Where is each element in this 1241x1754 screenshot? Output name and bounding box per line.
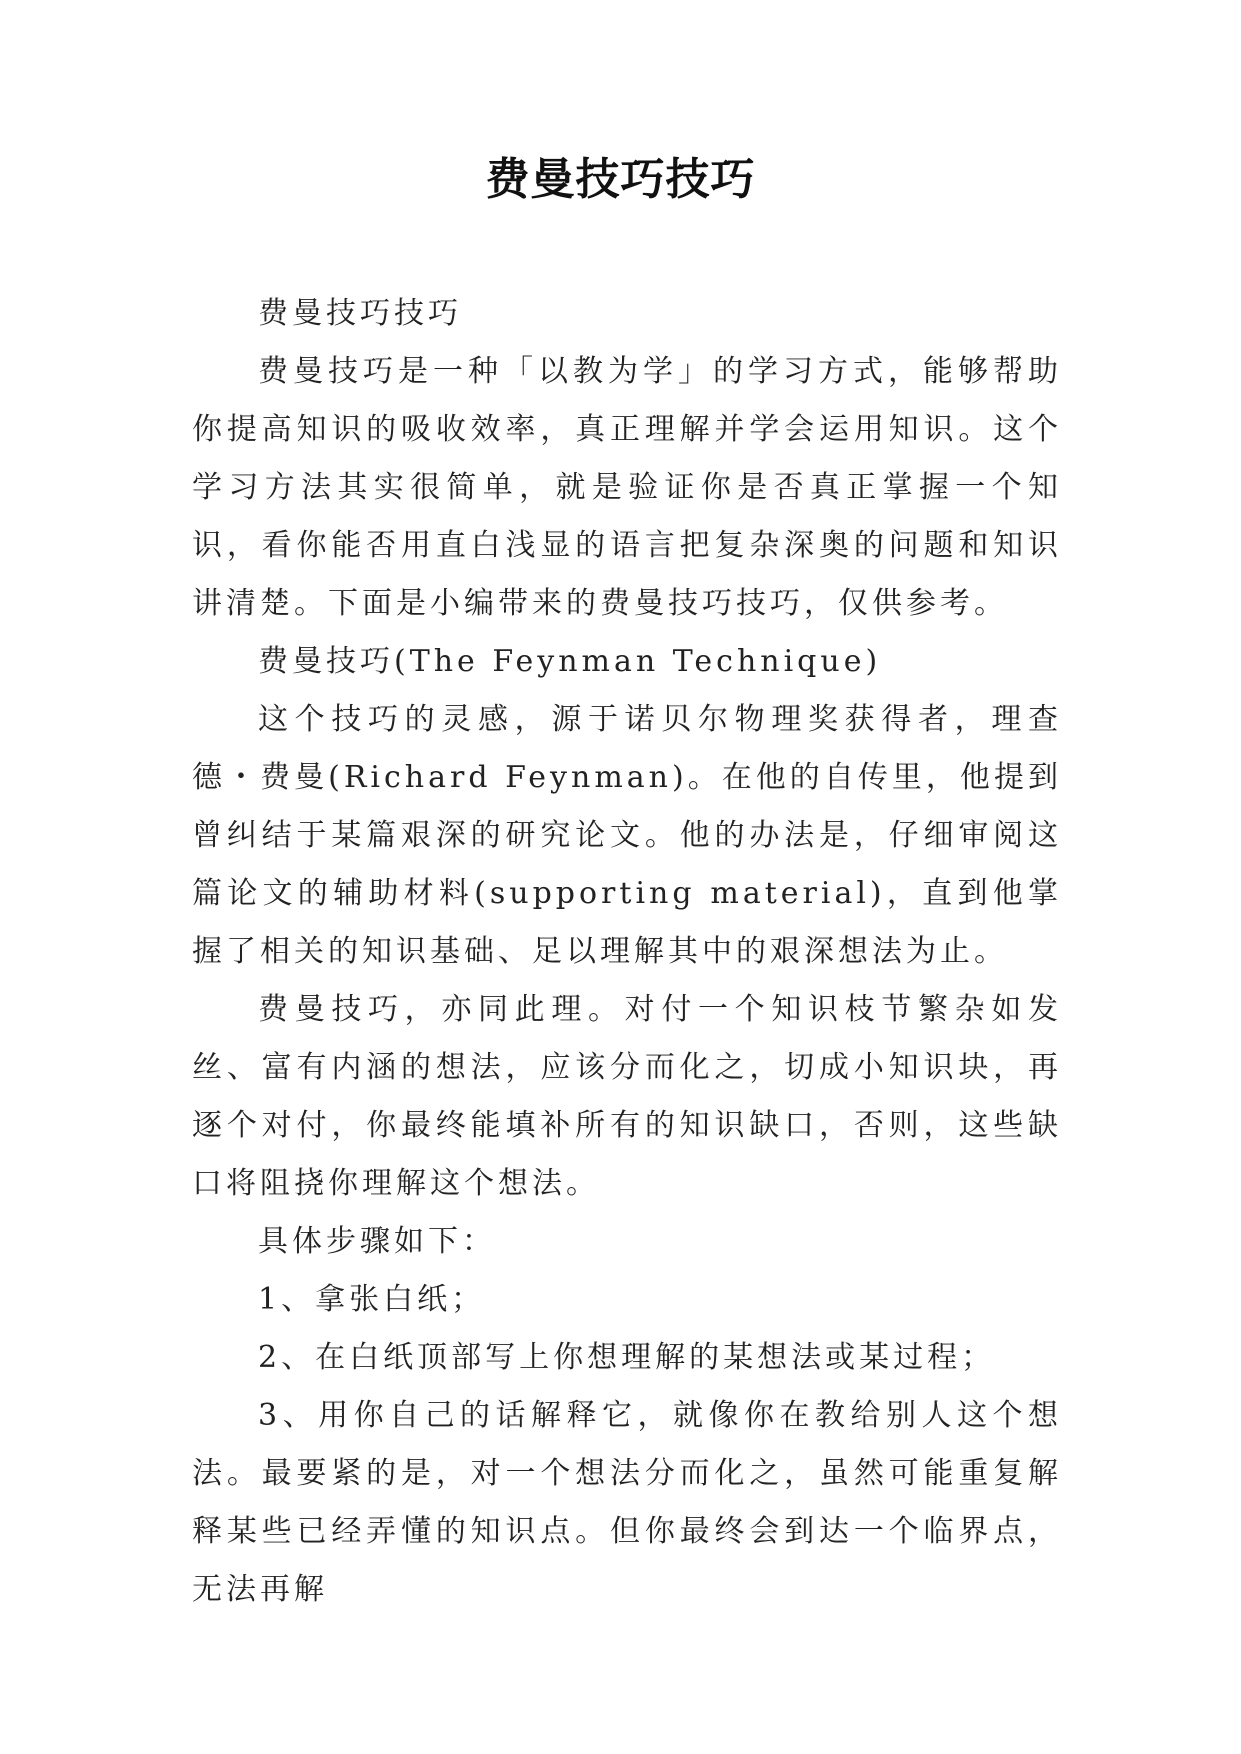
paragraph-steps-heading: 具体步骤如下： xyxy=(258,1224,496,1259)
paragraph-origin: 这个技巧的灵感，源于诺贝尔物理奖获得者，理查德・费曼(Richard Feynman)。在他的自传里，他提到曾纠结于某篇艰深的研究论文。他的办法是，仔细审阅这篇论文的辅助材料(supporting material)，直到他掌握了相关的知识基础、足以理解其中的艰深想法为止。 xyxy=(192,702,1062,969)
paragraph-technique-heading: 费曼技巧(The Feynman Technique) xyxy=(258,644,882,679)
paragraph-subtitle: 费曼技巧技巧 xyxy=(258,296,462,331)
paragraph-step-2: 2、在白纸顶部写上你想理解的某想法或某过程； xyxy=(258,1340,996,1375)
paragraph-step-1: 1、拿张白纸； xyxy=(258,1282,486,1317)
document-body xyxy=(192,285,1062,1619)
paragraph-step-3: 3、用你自己的话解释它，就像你在教给别人这个想法。最要紧的是，对一个想法分而化之，虽然可能重复解释某些已经弄懂的知识点。但你最终会到达一个临界点，无法再解 xyxy=(192,1398,1062,1607)
document-title: 费曼技巧技巧 xyxy=(485,154,756,205)
paragraph-principle: 费曼技巧，亦同此理。对付一个知识枝节繁杂如发丝、富有内涵的想法，应该分而化之，切成小知识块，再逐个对付，你最终能填补所有的知识缺口，否则，这些缺口将阻挠你理解这个想法。 xyxy=(192,992,1062,1201)
paragraph-intro: 费曼技巧是一种「以教为学」的学习方式，能够帮助你提高知识的吸收效率，真正理解并学会运用知识。这个学习方法其实很简单，就是验证你是否真正掌握一个知识，看你能否用直白浅显的语言把复杂深奥的问题和知识讲清楚。下面是小编带来的费曼技巧技巧，仅供参考。 xyxy=(192,354,1062,621)
